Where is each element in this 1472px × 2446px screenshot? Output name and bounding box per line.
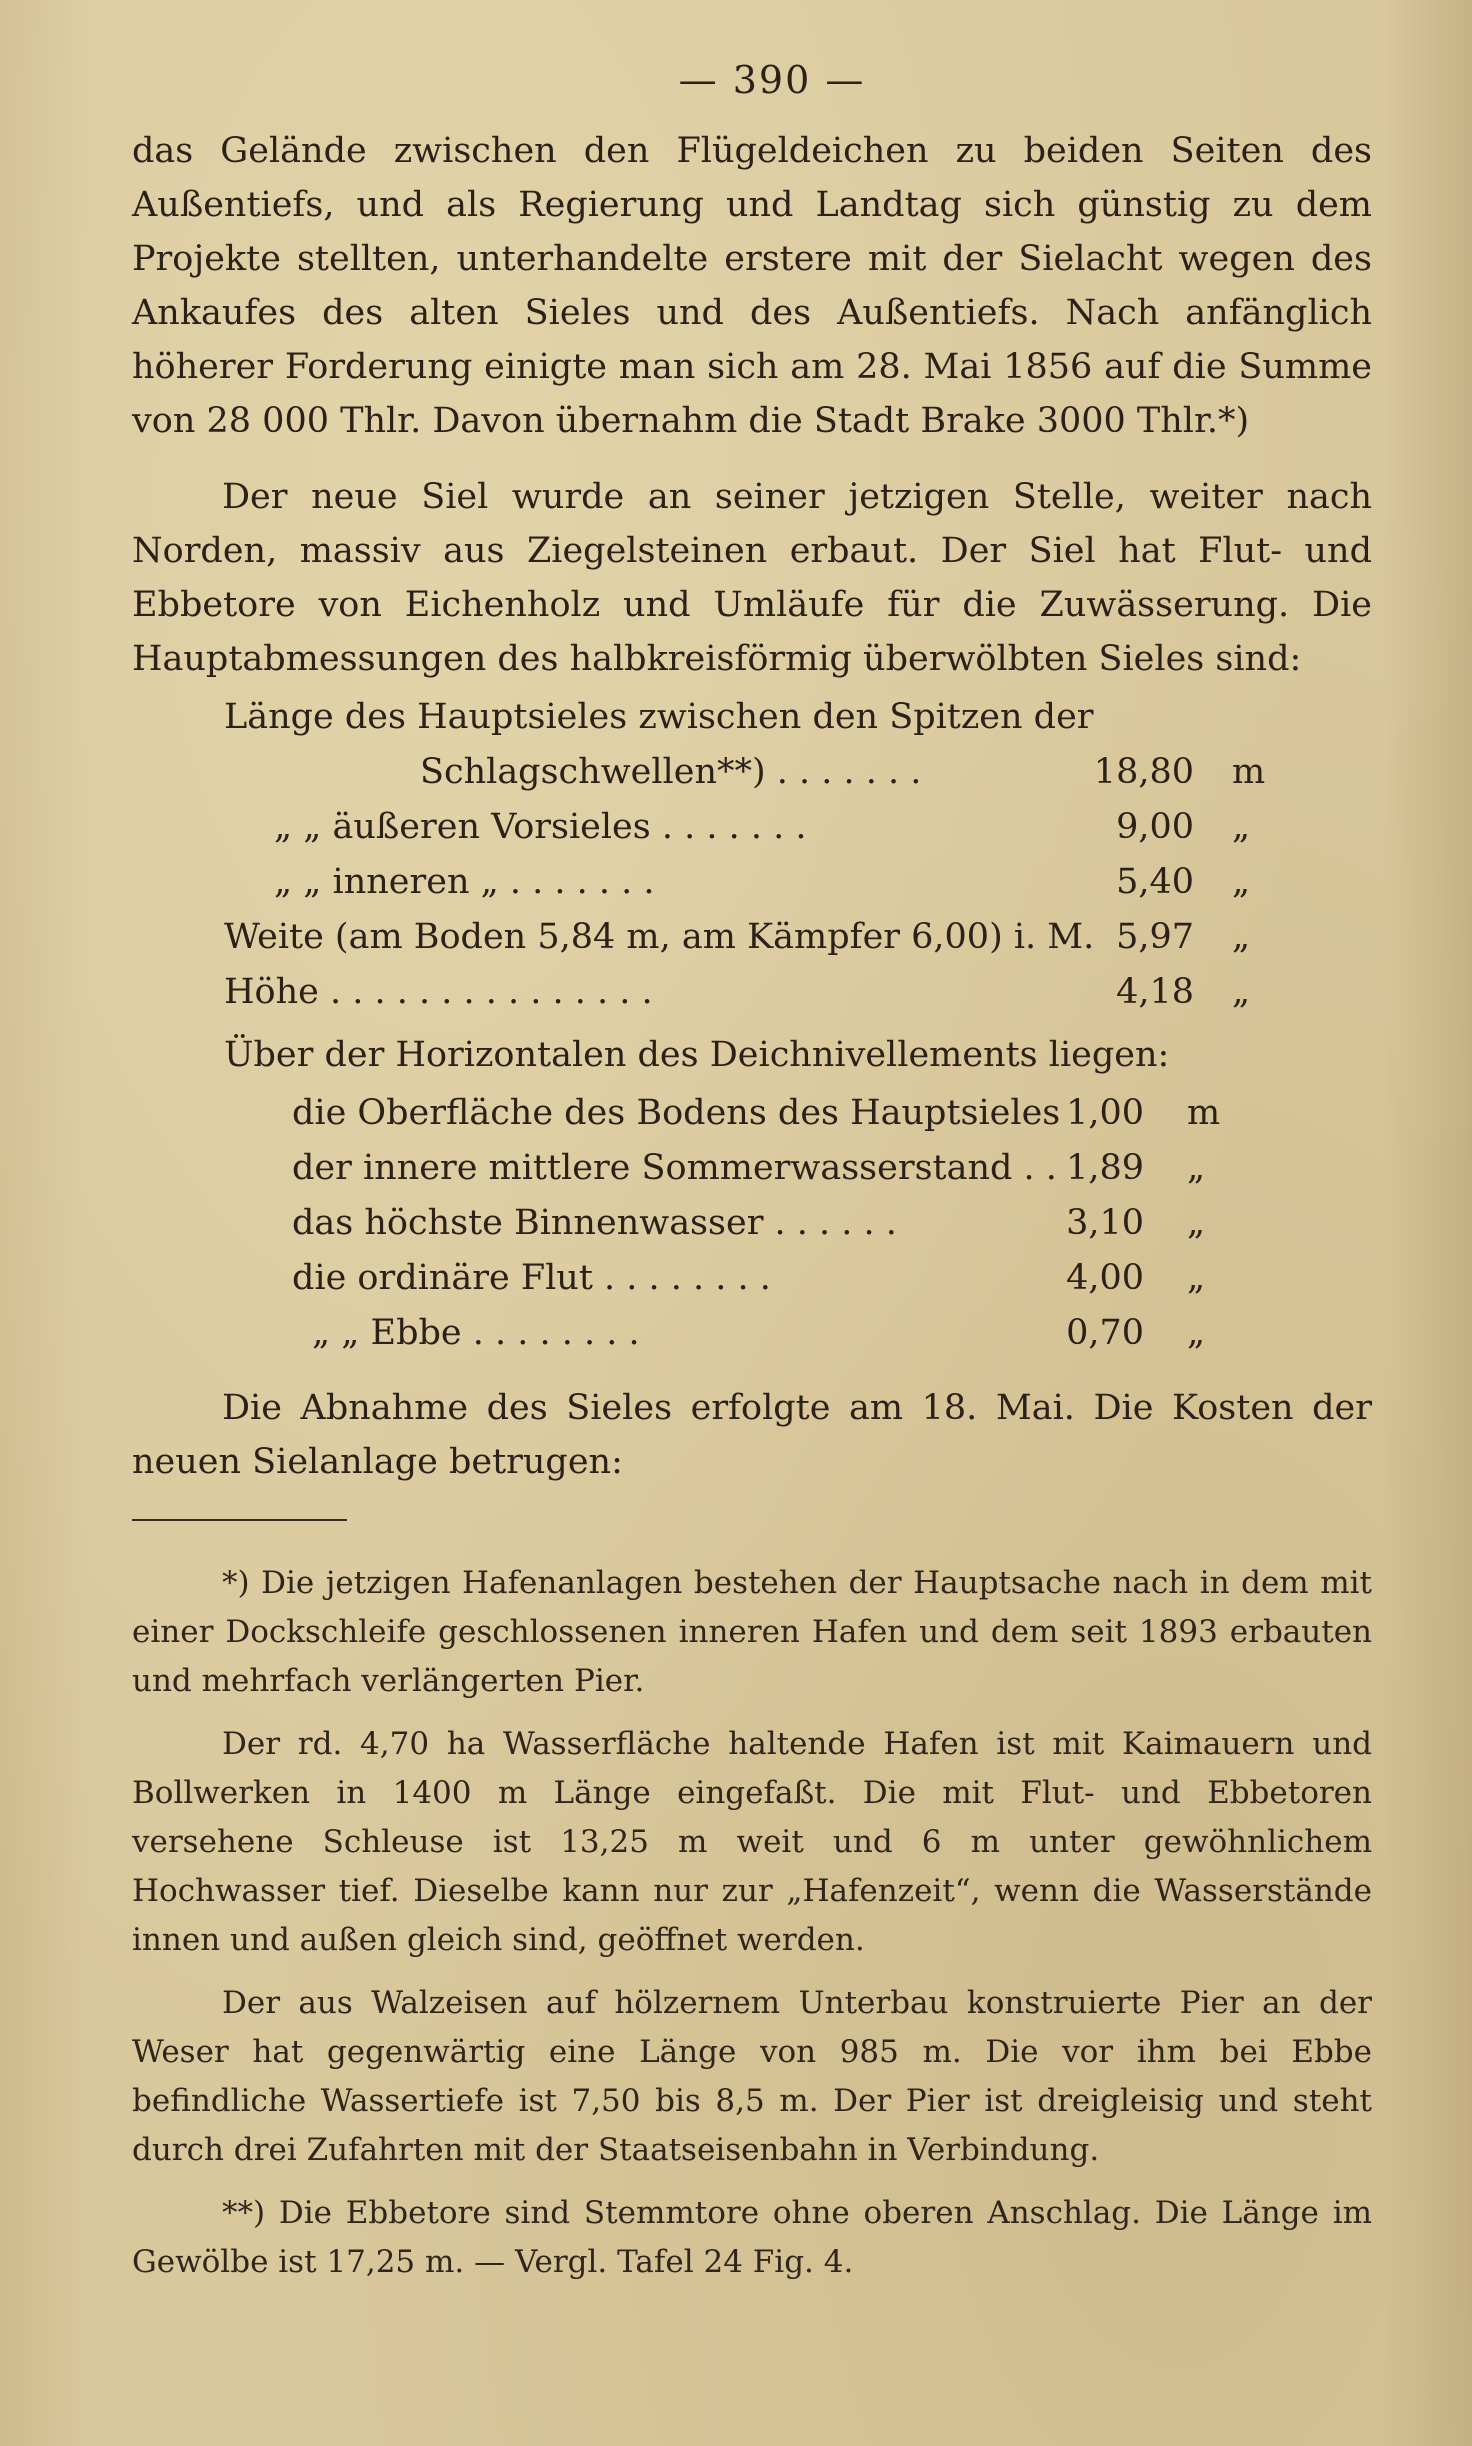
row-unit: m	[1187, 1093, 1221, 1133]
row-value: 5,40	[1116, 862, 1194, 902]
row-unit: „	[1232, 972, 1251, 1012]
row-label: „ „ äußeren Vorsieles . . . . . . .	[274, 807, 807, 847]
row-value: 9,00	[1116, 807, 1194, 847]
row-label: Höhe . . . . . . . . . . . . . . .	[224, 972, 653, 1012]
row-unit: „	[1232, 862, 1251, 902]
paragraph-2: Der neue Siel wurde an seiner jetzigen Stelle, weiter nach Norden, massiv aus Ziegelsteinen erbaut. Der Siel hat Flut- und Ebbetore von Eichenholz und Umläufe für die Zuwässerung. Die Hauptabmessungen des halbkreisförmig überwölbten Sieles sind:	[132, 477, 1372, 679]
footnote-3: Der aus Walzeisen auf hölzernem Unterbau konstruierte Pier an der Weser hat gegenwärtig eine Länge von 985 m. Die vor ihm bei Ebbe befindliche Wassertiefe ist 7,50 bis 8,5 m. Der Pier ist dreigleisig und steht durch drei Zufahrten mit der Staatseisenbahn in Verbindung.	[132, 1985, 1372, 2168]
table-row	[132, 1141, 1372, 1196]
row-value: 0,70	[1066, 1313, 1144, 1353]
row-unit: „	[1232, 917, 1251, 957]
row-unit: „	[1187, 1148, 1206, 1188]
paragraph-3: Über der Horizontalen des Deichnivellements liegen:	[224, 1035, 1170, 1075]
paragraph-4: Die Abnahme des Sieles erfolgte am 18. Mai. Die Kosten der neuen Sielanlage betrugen:	[132, 1388, 1372, 1482]
row-value: 4,00	[1066, 1258, 1144, 1298]
page-number: — 390 —	[678, 58, 866, 102]
row-label: Länge des Hauptsieles zwischen den Spitzen der	[224, 697, 1094, 737]
row-value: 1,89	[1066, 1148, 1144, 1188]
row-value: 1,00	[1066, 1093, 1144, 1133]
footnote-divider	[132, 1519, 347, 1521]
footnote-4: **) Die Ebbetore sind Stemmtore ohne oberen Anschlag. Die Länge im Gewölbe ist 17,25 m. — Vergl. Tafel 24 Fig. 4.	[132, 2195, 1372, 2280]
row-label: das höchste Binnenwasser . . . . . .	[292, 1203, 897, 1243]
row-label: Weite (am Boden 5,84 m, am Kämpfer 6,00) i. M.	[224, 917, 1095, 957]
row-label: Schlagschwellen**) . . . . . . .	[420, 752, 922, 792]
row-unit: „	[1232, 807, 1251, 847]
row-label: der innere mittlere Sommerwasserstand . .	[292, 1148, 1057, 1188]
levels-table	[132, 1086, 1372, 1361]
table-row	[132, 800, 1372, 855]
row-value: 3,10	[1066, 1203, 1144, 1243]
row-unit: m	[1232, 752, 1266, 792]
footnotes	[132, 1519, 1372, 2287]
table-row	[132, 690, 1372, 745]
row-unit: „	[1187, 1258, 1206, 1298]
table-row	[132, 1196, 1372, 1251]
footnote-1: *) Die jetzigen Hafenanlagen bestehen der Hauptsache nach in dem mit einer Dockschleife geschlossenen inneren Hafen und dem seit 1893 erbauten und mehrfach verlängerten Pier.	[132, 1565, 1372, 1699]
row-value: 5,97	[1116, 917, 1194, 957]
table-row	[132, 1306, 1372, 1361]
table-row	[132, 745, 1372, 800]
row-label: „ „ inneren „ . . . . . . .	[274, 862, 655, 902]
table-row	[132, 855, 1372, 910]
row-label: die Oberfläche des Bodens des Hauptsieles	[292, 1093, 1061, 1133]
table-row	[132, 1086, 1372, 1141]
row-unit: „	[1187, 1313, 1206, 1353]
dimensions-table	[132, 690, 1372, 1020]
row-unit: „	[1187, 1203, 1206, 1243]
table-row	[132, 965, 1372, 1020]
page	[132, 58, 1372, 2301]
paragraph-1: das Gelände zwischen den Flügeldeichen zu beiden Seiten des Außentiefs, und als Regierung und Landtag sich günstig zu dem Projekte stellten, unterhandelte erstere mit der Sielacht wegen des Ankaufes des alten Sieles und des Außentiefs. Nach anfänglich höherer Forderung einigte man sich am 28. Mai 1856 auf die Summe von 28 000 Thlr. Davon übernahm die Stadt Brake 3000 Thlr.*)	[132, 131, 1372, 441]
row-label: die ordinäre Flut . . . . . . . .	[292, 1258, 771, 1298]
row-value: 4,18	[1116, 972, 1194, 1012]
row-label: „ „ Ebbe . . . . . . . .	[312, 1313, 640, 1353]
footnote-2: Der rd. 4,70 ha Wasserfläche haltende Hafen ist mit Kaimauern und Bollwerken in 1400 m Länge eingefaßt. Die mit Flut- und Ebbetoren versehene Schleuse ist 13,25 m weit und 6 m unter gewöhnlichem Hochwasser tief. Dieselbe kann nur zur „Hafenzeit“, wenn die Wasserstände innen und außen gleich sind, geöffnet werden.	[132, 1726, 1372, 1958]
table-row	[132, 1251, 1372, 1306]
row-value: 18,80	[1093, 752, 1194, 792]
table-row	[132, 910, 1372, 965]
